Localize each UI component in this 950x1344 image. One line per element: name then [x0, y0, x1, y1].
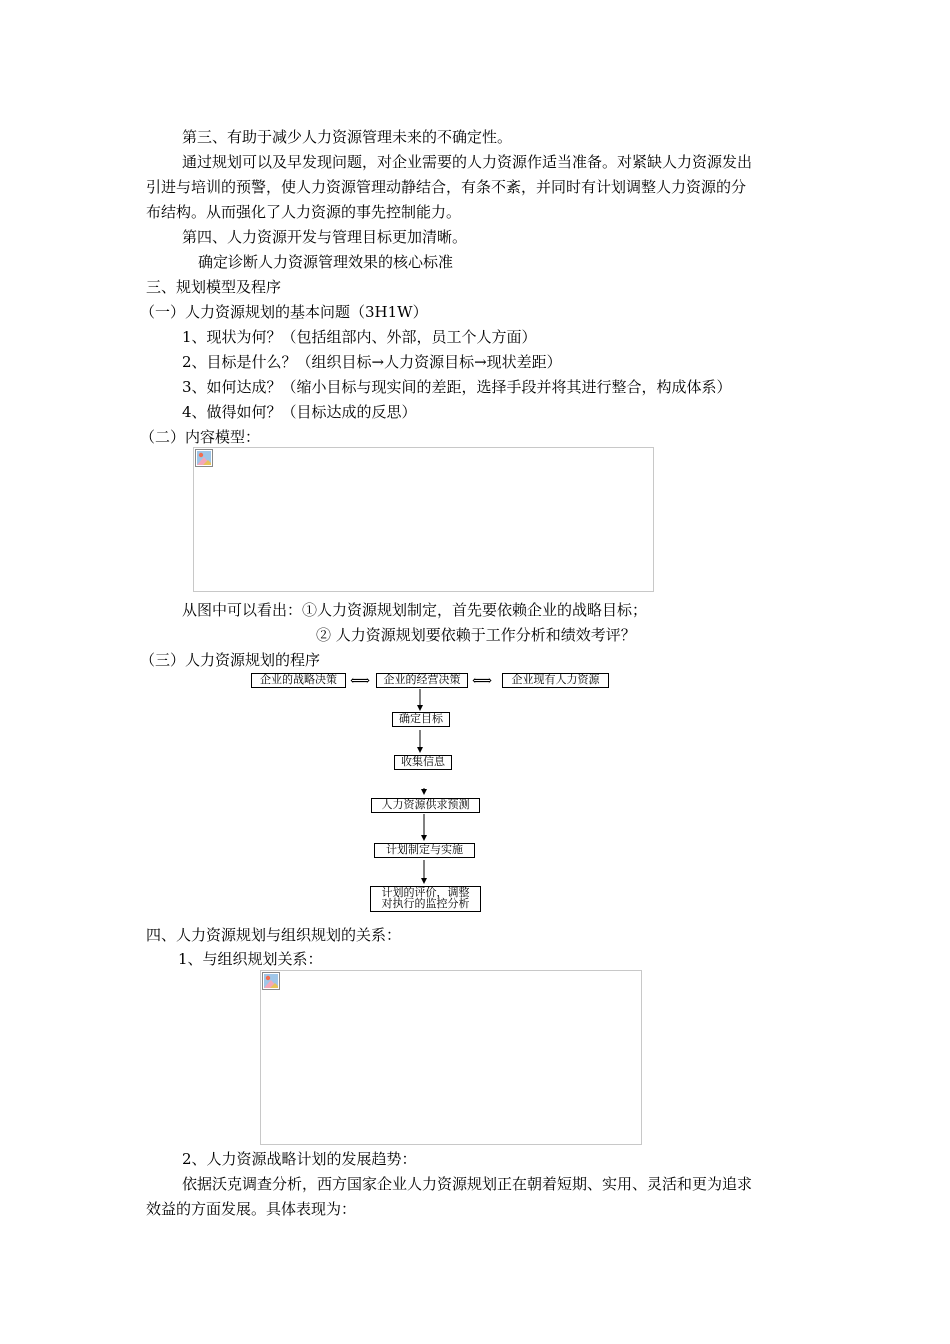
- flow-box-set-goals: 确定目标: [392, 712, 450, 727]
- subsection-heading-4-1: 1、与组织规划关系：: [178, 950, 323, 968]
- double-arrow-icon: ⟺: [472, 673, 493, 689]
- section-heading-3: 三、规划模型及程序: [146, 278, 282, 296]
- subsection-heading-1: （一）人力资源规划的基本问题（3H1W）: [140, 303, 428, 321]
- org-planning-image: [260, 970, 642, 1145]
- list-item: 2、目标是什么？（组织目标→人力资源目标→现状差距）: [182, 353, 562, 371]
- flow-box-plan-implement: 计划制定与实施: [374, 843, 475, 858]
- flow-box-collect-info: 收集信息: [394, 755, 452, 770]
- paragraph-line: 布结构。从而强化了人力资源的事先控制能力。: [146, 203, 462, 221]
- flow-box-evaluate-line: 计划的评价，调整: [381, 886, 470, 899]
- note-line: 从图中可以看出：①人力资源规划制定，首先要依赖企业的战略目标；: [182, 601, 648, 619]
- flow-box-operation: 企业的经营决策: [376, 673, 468, 688]
- double-arrow-icon: ⟺: [350, 673, 371, 689]
- subsection-heading-2: （二）内容模型：: [140, 428, 261, 446]
- flow-box-evaluate: [370, 886, 481, 912]
- paragraph-line: 通过规划可以及早发现问题，对企业需要的人力资源作适当准备。对紧缺人力资源发出: [182, 153, 753, 171]
- flow-box-strategy: 企业的战略决策: [251, 673, 346, 688]
- broken-image-icon: [262, 972, 280, 990]
- paragraph-line: 依据沃克调查分析，西方国家企业人力资源规划正在朝着短期、实用、灵活和更为追求: [182, 1175, 753, 1193]
- list-item: 1、现状为何？（包括组部内、外部，员工个人方面）: [182, 328, 537, 346]
- flow-box-forecast: 人力资源供求预测: [371, 798, 480, 813]
- paragraph-line: 效益的方面发展。具体表现为：: [146, 1200, 357, 1218]
- subsection-heading-4-2: 2、人力资源战略计划的发展趋势：: [182, 1150, 417, 1168]
- note-line: ② 人力资源规划要依赖于工作分析和绩效考评？: [316, 626, 636, 644]
- paragraph-third: 第三、有助于减少人力资源管理未来的不确定性。: [182, 128, 513, 146]
- paragraph-line: 引进与培训的预警，使人力资源管理动静结合，有条不紊，并同时有计划调整人力资源的分: [146, 178, 747, 196]
- section-heading-4: 四、人力资源规划与组织规划的关系：: [146, 926, 402, 944]
- paragraph-core-standard: 确定诊断人力资源管理效果的核心标准: [198, 253, 454, 271]
- paragraph-fourth: 第四、人力资源开发与管理目标更加清晰。: [182, 228, 468, 246]
- subsection-heading-3: （三）人力资源规划的程序: [140, 651, 321, 669]
- list-item: 4、做得如何？（目标达成的反思）: [182, 403, 417, 421]
- flow-box-evaluate-line: 对执行的监控分析: [381, 897, 470, 910]
- flow-box-current-hr: 企业现有人力资源: [502, 673, 609, 688]
- list-item: 3、如何达成？（缩小目标与现实间的差距，选择手段并将其进行整合，构成体系）: [182, 378, 732, 396]
